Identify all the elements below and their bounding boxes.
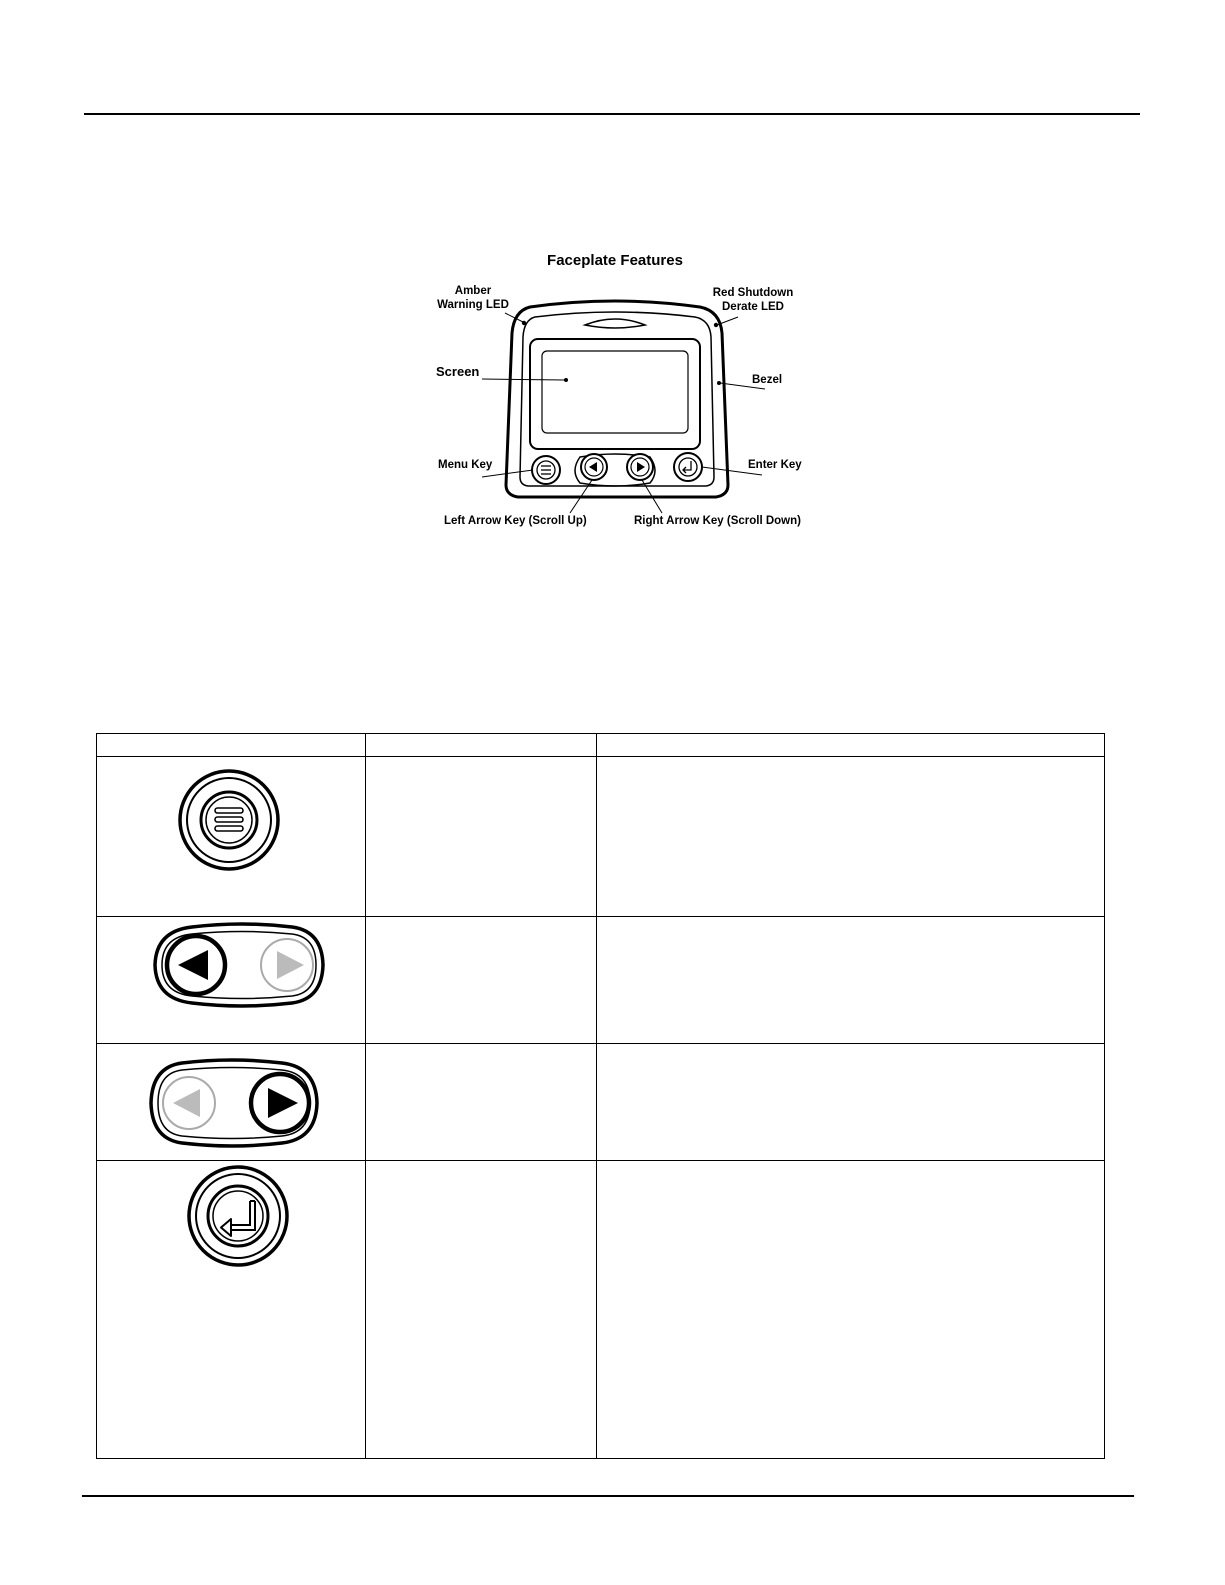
label-screen: Screen: [436, 364, 480, 379]
enter-key-figure: [674, 453, 702, 481]
header-cell: [366, 734, 597, 757]
table-row: [97, 917, 1105, 1044]
enter-key-icon: [97, 1161, 365, 1457]
key-description-cell: [597, 757, 1105, 917]
label-enter-key: Enter Key: [748, 459, 802, 471]
screen-inner: [542, 351, 688, 433]
label-amber-1: Amber: [454, 285, 492, 297]
table-row: [97, 757, 1105, 917]
table-row: [97, 1044, 1105, 1161]
footer-rule: [82, 1495, 1134, 1497]
label-amber-2: Warning LED: [437, 299, 509, 311]
left-arrow-key-icon: [97, 917, 365, 1042]
right-arrow-key-figure: [627, 454, 653, 480]
icon-cell: [97, 757, 366, 917]
header-rule: [84, 113, 1140, 115]
header-cell: [97, 734, 366, 757]
keys-table: [96, 733, 1105, 1459]
icon-cell: [97, 917, 366, 1044]
key-name-cell: [366, 1044, 597, 1161]
label-red-1: Red Shutdown: [712, 287, 794, 299]
faceplate-figure: [420, 245, 810, 535]
key-description-cell: [597, 1044, 1105, 1161]
left-arrow-key-figure: [581, 454, 607, 480]
key-description-cell: [597, 1161, 1105, 1459]
figure-title: Faceplate Features: [547, 252, 683, 269]
key-description-cell: [597, 917, 1105, 1044]
label-left-arrow-key: Left Arrow Key (Scroll Up): [444, 515, 587, 527]
key-name-cell: [366, 917, 597, 1044]
menu-key-figure: [532, 456, 560, 484]
icon-cell: [97, 1044, 366, 1161]
key-name-cell: [366, 757, 597, 917]
menu-key-icon: [97, 757, 365, 915]
label-menu-key: Menu Key: [438, 459, 493, 471]
label-red-2: Derate LED: [722, 301, 784, 313]
label-right-arrow-key: Right Arrow Key (Scroll Down): [634, 515, 801, 527]
table-row: [97, 1161, 1105, 1459]
header-cell: [597, 734, 1105, 757]
right-arrow-key-icon: [97, 1044, 365, 1159]
label-bezel: Bezel: [752, 374, 783, 386]
icon-cell: [97, 1161, 366, 1459]
table-header-row: [97, 734, 1105, 757]
key-name-cell: [366, 1161, 597, 1459]
faceplate-diagram: [420, 245, 810, 535]
